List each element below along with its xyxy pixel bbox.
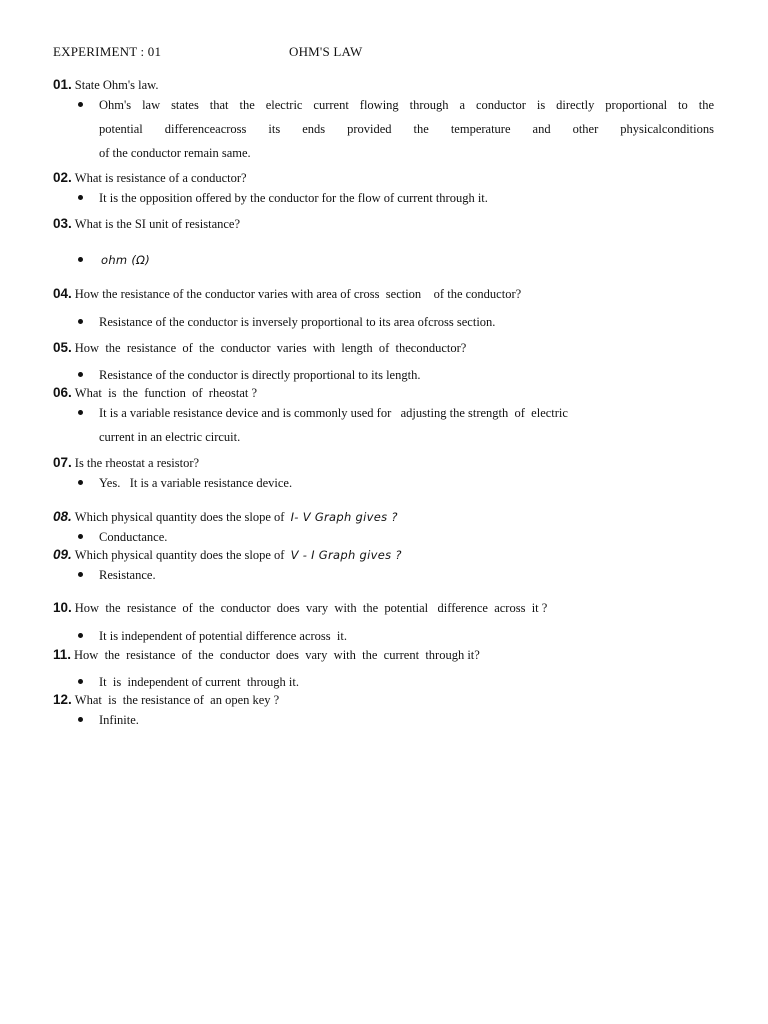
- question-number: 02.: [53, 170, 72, 185]
- answer-1-line-2: potential differenceacross its ends provided the temperature and other physicalconditions: [99, 122, 714, 136]
- question-number: 08.: [53, 509, 72, 524]
- question-number: 05.: [53, 340, 72, 355]
- answer-6-line-2: current in an electric circuit.: [99, 430, 241, 444]
- question-3: [53, 216, 240, 232]
- bullet-icon: [78, 319, 83, 324]
- question-text: What is the SI unit of resistance?: [74, 217, 241, 231]
- question-number: 10.: [53, 600, 72, 615]
- question-10: [53, 600, 547, 616]
- question-text: How the resistance of the conductor does vary with the current through it?: [74, 648, 480, 662]
- question-text: How the resistance of the conductor varies with area of cross section of the conductor?: [74, 287, 522, 301]
- page-title: OHM'S LAW: [289, 44, 363, 59]
- answer-1-line-3: of the conductor remain same.: [99, 146, 251, 160]
- bullet-icon: [78, 102, 83, 107]
- question-2: [53, 170, 247, 186]
- question-8: [53, 509, 398, 525]
- question-7: [53, 455, 199, 471]
- question-number: 11.: [53, 647, 72, 662]
- bullet-icon: [78, 257, 83, 262]
- answer-8: Conductance.: [99, 530, 168, 544]
- answer-9: Resistance.: [99, 568, 156, 582]
- answer-4: Resistance of the conductor is inversely proportional to its area ofcross section.: [99, 315, 496, 329]
- formula: I- V Graph gives ?: [290, 510, 398, 524]
- answer-12: Infinite.: [99, 713, 139, 727]
- bullet-icon: [78, 633, 83, 638]
- question-12: [53, 692, 279, 708]
- question-11: [53, 647, 480, 663]
- answer-7: Yes. It is a variable resistance device.: [99, 476, 293, 490]
- question-text: What is the resistance of an open key ?: [74, 693, 280, 707]
- question-number: 09.: [53, 547, 72, 562]
- question-9: [53, 547, 402, 563]
- bullet-icon: [78, 372, 83, 377]
- question-text: Is the rheostat a resistor?: [74, 456, 200, 470]
- question-text: How the resistance of the conductor does vary with the potential difference across it ?: [74, 601, 548, 615]
- question-number: 07.: [53, 455, 72, 470]
- question-text: Which physical quantity does the slope of: [74, 548, 285, 562]
- question-number: 06.: [53, 385, 72, 400]
- bullet-icon: [78, 410, 83, 415]
- answer-1-line-1: Ohm's law states that the electric current flowing through a conductor is directly proportional to the: [99, 98, 714, 112]
- answer-2: It is the opposition offered by the conductor for the flow of current through it.: [99, 191, 488, 205]
- question-text: How the resistance of the conductor varies with length of theconductor?: [74, 341, 467, 355]
- bullet-icon: [78, 679, 83, 684]
- answer-6-line-1: It is a variable resistance device and is commonly used for adjusting the strength of electric: [99, 406, 568, 420]
- question-text: What is the function of rheostat ?: [74, 386, 258, 400]
- question-6: [53, 385, 257, 401]
- question-number: 03.: [53, 216, 72, 231]
- bullet-icon: [78, 480, 83, 485]
- answer-3: ohm (Ω): [101, 253, 151, 267]
- question-1: [53, 77, 159, 93]
- question-number: 04.: [53, 286, 72, 301]
- bullet-icon: [78, 717, 83, 722]
- bullet-icon: [78, 534, 83, 539]
- question-4: [53, 286, 521, 302]
- answer-5: Resistance of the conductor is directly proportional to its length.: [99, 368, 421, 382]
- bullet-icon: [78, 195, 83, 200]
- bullet-icon: [78, 572, 83, 577]
- formula: V - I Graph gives ?: [290, 548, 402, 562]
- question-number: 01.: [53, 77, 72, 92]
- question-5: [53, 340, 466, 356]
- question-number: 12.: [53, 692, 72, 707]
- question-text: Which physical quantity does the slope of: [74, 510, 285, 524]
- experiment-label: EXPERIMENT : 01: [53, 44, 162, 59]
- answer-10: It is independent of potential difference across it.: [99, 629, 347, 643]
- answer-11: It is independent of current through it.: [99, 675, 299, 689]
- question-text: State Ohm's law.: [74, 78, 159, 92]
- question-text: What is resistance of a conductor?: [74, 171, 247, 185]
